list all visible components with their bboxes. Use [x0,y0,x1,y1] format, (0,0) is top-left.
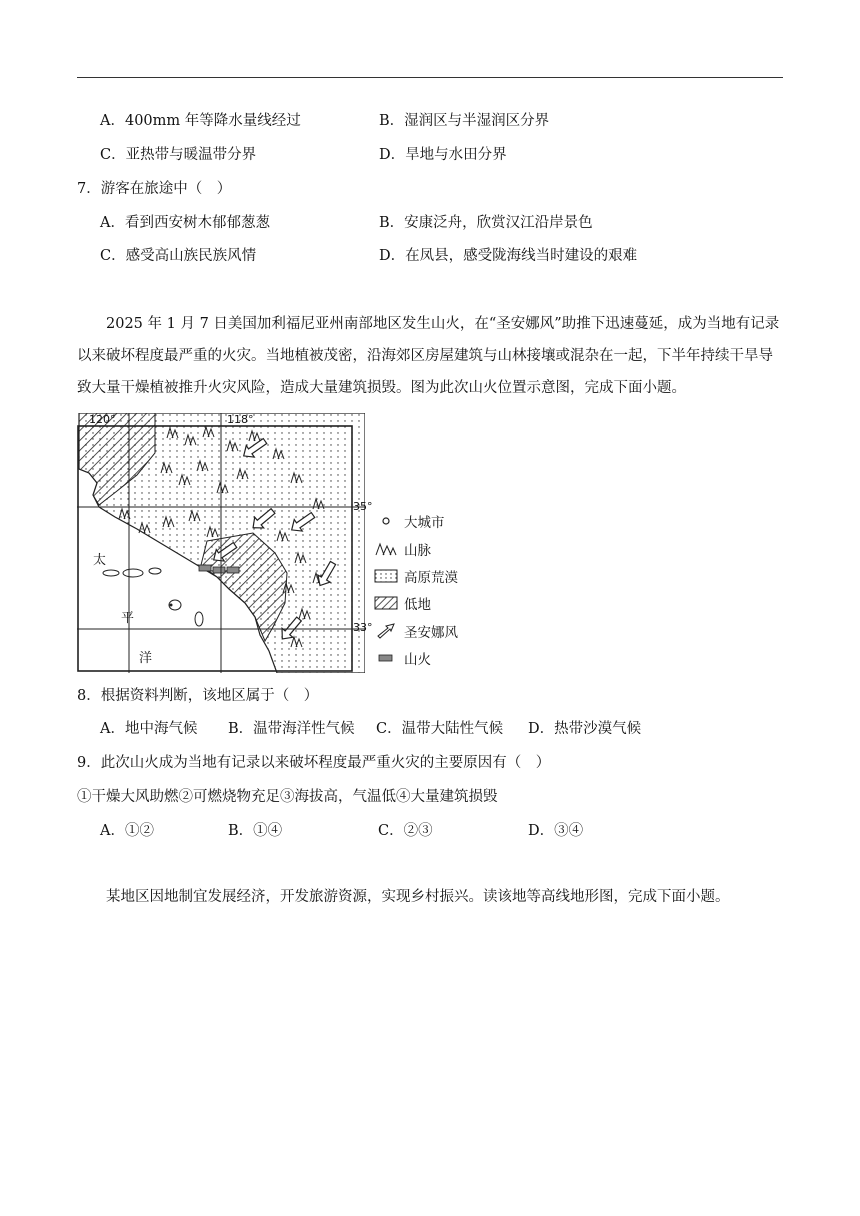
legend-fire [374,647,431,669]
legend-city [374,510,445,532]
q9-choices: ①干燥大风助燃②可燃烧物充足③海拔高，气温低④大量建筑损毁 [77,789,498,805]
city-icon [374,513,398,529]
q8-option-a: A．地中海气候 [100,721,198,737]
ocean-label-ping: 平 [121,611,135,626]
q7-stem: 7．游客在旅途中（ ） [77,181,232,197]
q8-option-c: C．温带大陆性气候 [376,721,504,737]
fire-marker [199,565,211,571]
q8-option-d: D．热带沙漠气候 [528,721,642,737]
legend-lowland [374,592,431,614]
legend-lowland-label: 低地 [404,597,431,613]
q7-option-c: C．感受高山族民族风情 [100,248,257,264]
latitude-35-label: 35° [353,500,373,513]
legend-desert [374,565,458,587]
wind-arrow-icon [374,623,398,639]
mountain-icon [374,541,398,557]
ocean-label-yang: 洋 [139,651,153,666]
q6-option-c: C．亚热带与暖温带分界 [100,147,257,163]
wildfire-location-map [77,413,373,673]
q9-option-d: D．③④ [528,823,584,839]
q8-option-b: B．温带海洋性气候 [228,721,355,737]
q6-option-b: B．湿润区与半湿润区分界 [379,113,550,129]
longitude-120-label: 120° [89,413,116,426]
fire-marker [213,567,225,573]
legend-wind-label: 圣安娜风 [404,625,458,641]
legend-desert-label: 高原荒漠 [404,570,458,586]
ocean-label-tai: 太 [93,553,107,568]
q7-option-a: A．看到西安树木郁郁葱葱 [100,215,270,231]
latitude-33-label: 33° [353,621,373,634]
q9-option-a: A．①② [100,823,154,839]
lowland-icon [374,595,398,611]
desert-icon [374,568,398,584]
q7-option-b: B．安康泛舟，欣赏汉江沿岸景色 [379,215,593,231]
q8-stem: 8．根据资料判断，该地区属于（ ） [77,688,319,704]
legend-city-label: 大城市 [404,515,445,531]
passage-contour: 某地区因地制宜发展经济，开发旅游资源，实现乡村振兴。读该地等高线地形图，完成下面小题。 [106,889,730,905]
fire-marker [227,567,239,573]
header-rule [77,77,783,78]
q7-option-d: D．在凤县，感受陇海线当时建设的艰难 [379,248,638,264]
legend-fire-label: 山火 [404,652,431,668]
passage-wildfire: 2025 年 1 月 7 日美国加利福尼亚州南部地区发生山火，在“圣安娜风”助推下迅速蔓延，成为当地有记录以来破坏程度最严重的火灾。当地植被茂密，沿海郊区房屋建筑与山林接壤或混杂在一起，下半年持续干旱导致大量干燥植被推升火灾风险，造成大量建筑损毁。图为此次山火位置示意图，完成下面小题。 [77,316,780,396]
legend-mountain [374,538,431,560]
q9-option-b: B．①④ [228,823,283,839]
q9-stem: 9．此次山火成为当地有记录以来破坏程度最严重火灾的主要原因有（ ） [77,755,551,771]
q6-option-d: D．旱地与水田分界 [379,147,507,163]
longitude-118-label: 118° [227,413,254,426]
legend-mountain-label: 山脉 [404,543,431,559]
q9-option-c: C．②③ [378,823,433,839]
q6-option-a: A．400mm 年等降水量线经过 [100,113,301,129]
legend-wind [374,620,458,642]
fire-icon [374,650,398,666]
